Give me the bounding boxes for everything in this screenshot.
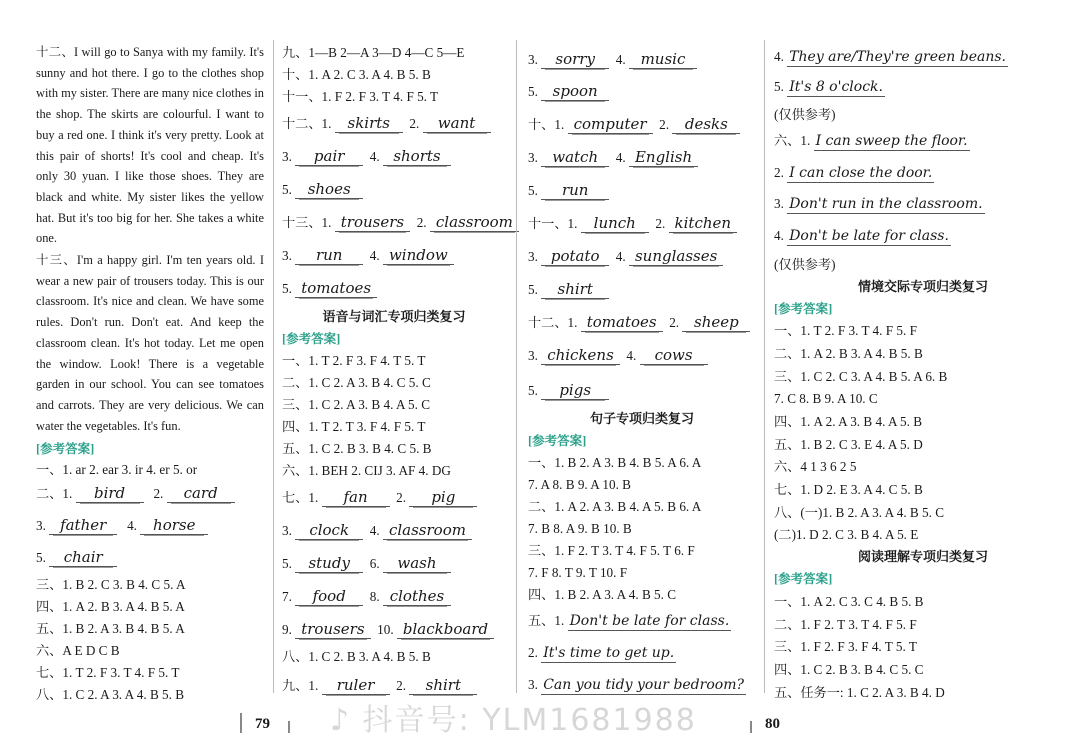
answer-line: 4. They are/They're green beans. <box>774 49 1006 65</box>
answer-line: 3. chickens 4. cows <box>528 346 766 365</box>
section-title: 句子专项归类复习 <box>589 411 694 426</box>
answer-line: 五、1. B 2. C 3. E 4. A 5. D <box>774 437 923 452</box>
answer-line: 六、1. BEH 2. CIJ 3. AF 4. DG <box>282 463 451 478</box>
answer-line: 7. food 8. clothes <box>282 587 518 606</box>
answer-line: 八、1. C 2. A 3. A 4. B 5. B <box>36 687 185 702</box>
page-number-left: 79 <box>255 716 270 732</box>
answer-line: 3. Don't run in the classroom. <box>774 196 983 212</box>
answer-line: 二、1. A 2. A 3. B 4. A 5. B 6. A <box>528 499 702 514</box>
answer-line: 七、1. T 2. F 3. T 4. F 5. T <box>36 665 180 680</box>
answer-line: 5. study 6. wash <box>282 554 518 573</box>
column-divider <box>764 40 765 693</box>
answer-line: 一、1. T 2. F 3. F 4. T 5. T <box>282 353 426 368</box>
page-marker <box>240 713 242 733</box>
answer-line: 四、1. A 2. B 3. A 4. B 5. A <box>36 599 185 614</box>
watermark: ♪ 抖音号: YLM1681988 <box>330 703 697 738</box>
section-title: 语音与词汇专项归类复习 <box>322 309 466 324</box>
answer-line: 十、1. A 2. C 3. A 4. B 5. B <box>282 67 431 82</box>
page-marker <box>750 721 752 733</box>
answer-line: 二、1. F 2. T 3. T 4. F 5. F <box>774 617 917 632</box>
answer-line: 十、1. computer 2. desks <box>528 115 766 134</box>
answer-key-header: [参考答案] <box>282 332 341 346</box>
answer-line: 十三、1. trousers 2. classroom <box>282 213 518 232</box>
answer-line: 三、1. C 2. C 3. A 4. B 5. A 6. B <box>774 369 948 384</box>
answer-line: 三、1. B 2. C 3. B 4. C 5. A <box>36 577 186 592</box>
answer-key-header: [参考答案] <box>36 442 95 456</box>
answer-line: 二、1. C 2. A 3. B 4. C 5. C <box>282 375 431 390</box>
answer-key-header: [参考答案] <box>528 434 587 448</box>
page-number-right: 80 <box>765 716 780 732</box>
answer-line: 四、1. B 2. A 3. A 4. B 5. C <box>528 587 677 602</box>
answer-line: 十二、1. tomatoes 2. sheep <box>528 313 766 332</box>
answer-line: 五、1. B 2. A 3. B 4. B 5. A <box>36 621 185 636</box>
column-divider <box>516 40 517 693</box>
answer-line: 5. tomatoes <box>282 279 518 298</box>
answer-line: 2. It's time to get up. <box>528 645 675 661</box>
answer-line: 3. potato 4. sunglasses <box>528 247 766 266</box>
answer-line: 一、1. ar 2. ear 3. ir 4. er 5. or <box>36 462 198 477</box>
answer-line: 五、1. Don't be late for class. <box>528 613 730 629</box>
answer-line: (二)1. D 2. C 3. B 4. A 5. E <box>774 527 919 542</box>
answer-line: 一、1. A 2. C 3. C 4. B 5. B <box>774 594 924 609</box>
answer-line: 7. A 8. B 9. A 10. B <box>528 477 631 492</box>
answer-line: 二、1. A 2. B 3. A 4. B 5. B <box>774 346 923 361</box>
answer-line: 2. I can close the door. <box>774 165 933 181</box>
answer-line: 5. spoon <box>528 82 766 101</box>
answer-line: 一、1. B 2. A 3. B 4. B 5. A 6. A <box>528 455 702 470</box>
section-title: 情境交际专项归类复习 <box>857 279 988 294</box>
answer-line: 十一、1. lunch 2. kitchen <box>528 214 766 233</box>
note: (仅供参考) <box>774 107 836 122</box>
page-marker <box>288 721 290 733</box>
answer-line: 5. It's 8 o'clock. <box>774 79 883 95</box>
page-footer <box>0 693 1080 753</box>
column-divider <box>273 40 274 693</box>
answer-line: 七、1. fan 2. pig <box>282 488 518 507</box>
passage-13: 十三、I'm a happy girl. I'm ten years old. I wear a new pair of trousers today. This is our classroom. It's nice and clean. We have some rules. Don't run. Don't eat. And keep the classroom clean. It's hot today. Let me open the window. Look! There is a vegetable garden in our school. You can see tomatoes and carrots. They are very delicious. We can water the vegetables. It's fun. <box>36 253 264 433</box>
answer-line: 七、1. D 2. E 3. A 4. C 5. B <box>774 482 923 497</box>
answer-line: 九、1—B 2—A 3—D 4—C 5—E <box>282 45 465 60</box>
answer-line: 四、1. T 2. T 3. F 4. F 5. T <box>282 419 426 434</box>
note: (仅供参考) <box>774 257 836 272</box>
answer-line: 一、1. T 2. F 3. T 4. F 5. F <box>774 323 917 338</box>
answer-line: 八、1. C 2. B 3. A 4. B 5. B <box>282 649 431 664</box>
answer-line: 十二、1. skirts 2. want <box>282 114 518 133</box>
answer-line: 六、A E D C B <box>36 643 120 658</box>
answer-line: 7. F 8. T 9. T 10. F <box>528 565 628 580</box>
answer-line: 八、(一)1. B 2. A 3. A 4. B 5. C <box>774 505 944 520</box>
answer-line: 7. C 8. B 9. A 10. C <box>774 391 878 406</box>
section-title: 阅读理解专项归类复习 <box>857 549 988 564</box>
answer-key-header: [参考答案] <box>774 302 833 316</box>
answer-line: 5. chair <box>36 548 270 567</box>
answer-line: 四、1. C 2. B 3. B 4. C 5. C <box>774 662 924 677</box>
answer-line: 六、4 1 3 6 2 5 <box>774 459 857 474</box>
answer-line: 3. father 4. horse <box>36 516 270 535</box>
answer-line: 四、1. A 2. A 3. B 4. A 5. B <box>774 414 923 429</box>
answer-line: 六、1. I can sweep the floor. <box>774 133 968 149</box>
answer-line: 三、1. C 2. A 3. B 4. A 5. C <box>282 397 431 412</box>
answer-line: 7. B 8. A 9. B 10. B <box>528 521 632 536</box>
answer-line: 9. trousers 10. blackboard <box>282 620 518 639</box>
answer-line: 3. Can you tidy your bedroom? <box>528 677 744 693</box>
answer-line: 九、1. ruler 2. shirt <box>282 676 518 695</box>
answer-line: 3. run 4. window <box>282 246 518 265</box>
answer-line: 十一、1. F 2. F 3. T 4. F 5. T <box>282 89 439 104</box>
answer-line: 4. Don't be late for class. <box>774 228 949 244</box>
answer-key-header: [参考答案] <box>774 572 833 586</box>
answer-line: 5. shirt <box>528 280 766 299</box>
answer-line: 3. sorry 4. music <box>528 50 766 69</box>
answer-line: 三、1. F 2. T 3. T 4. F 5. T 6. F <box>528 543 695 558</box>
answer-line: 5. run <box>528 181 766 200</box>
answer-line: 五、任务一: 1. C 2. A 3. B 4. D <box>774 685 945 700</box>
answer-line: 三、1. F 2. F 3. F 4. T 5. T <box>774 639 917 654</box>
answer-line: 五、1. C 2. B 3. B 4. C 5. B <box>282 441 432 456</box>
answer-line: 3. pair 4. shorts <box>282 147 518 166</box>
answer-line: 3. clock 4. classroom <box>282 521 518 540</box>
answer-line: 5. shoes <box>282 180 518 199</box>
passage-12: 十二、I will go to Sanya with my family. It's sunny and hot there. I go to the clothes shop with my sister. There are many nice clothes in the shop. The skirts are colourful. I want to buy a red one. I think it's very pretty. Look at this pair of shorts! It's cool and cheap. It's only 30 yuan. I like those shoes. They are black and white. My sister likes the yellow hat. But it's too big for her. She takes a white one. <box>36 45 264 246</box>
answer-line: 3. watch 4. English <box>528 148 766 167</box>
answer-line: 二、1. bird 2. card <box>36 484 270 503</box>
answer-line: 5. pigs <box>528 381 766 400</box>
